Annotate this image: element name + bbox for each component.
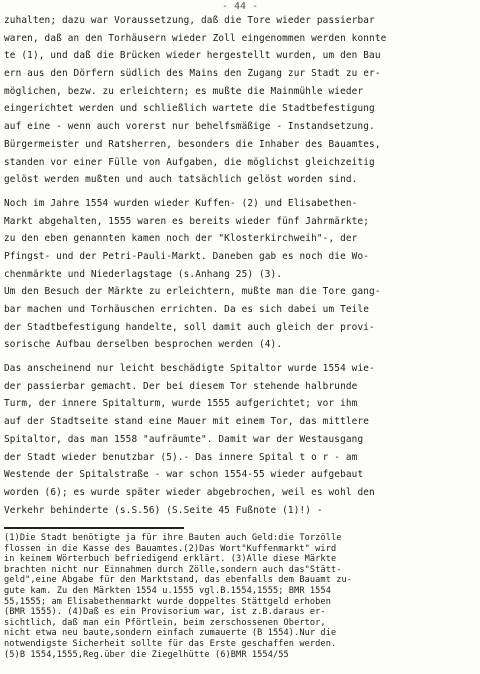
footnote-line: notwendigste Sicherheit sollte für das Erste geschaffen werden.	[4, 638, 337, 649]
text-line: Bürgermeister und Ratsherren, besonders die Inhaber des Bauamtes,	[4, 138, 381, 150]
text-line: auf eine - wenn auch vorerst nur behelfsmäßige - Instandsetzung.	[4, 121, 375, 133]
footnote-divider	[4, 527, 184, 529]
text-line: Um den Besuch der Märkte zu erleichtern, mußte man die Tore gang-	[4, 286, 381, 298]
paragraph-3	[4, 360, 478, 519]
text-line: der Stadtbefestigung handelte, soll damit auch gleich der provi-	[4, 321, 375, 333]
paragraph-2	[4, 195, 478, 354]
text-line: Verkehr behinderte (s.S.56) (S.Seite 45 Fußnote (1)!) -	[4, 504, 323, 516]
text-line: te (1), und daß die Brücken wieder hergestellt wurden, um den Bau	[4, 50, 381, 62]
text-line: bar machen und Torhäuschen errichten. Da es sich dabei um Teile	[4, 304, 370, 315]
footnote-line: brachten nicht nur Einnahmen durch Zölle,sondern auch das"Stätt-	[4, 564, 342, 575]
footnote-line: in keinem Wörterbuch befriedigend erklärt. (3)Alle diese Märkte	[4, 554, 337, 565]
paragraph-1	[4, 12, 478, 189]
text-line: gelöst werden mußten und auch tatsächlich gelöst worden sind.	[4, 174, 358, 186]
text-line: Westende der Spitalstraße - war schon 1554-55 wieder aufgebaut	[4, 469, 364, 481]
text-line: waren, daß an den Torhäusern wieder Zoll eingenommen werden konnte	[4, 32, 387, 44]
text-line: auf der Stadtseite stand eine Mauer mit einem Tor, das mittlere	[4, 416, 370, 428]
body-text	[4, 12, 478, 519]
text-line: chenmärkte und Niederlagstage (s.Anhang 25) (3).	[4, 268, 283, 280]
footnote-line: gute kam. Zu den Märkten 1554 u.1555 vgl.B.1554,1555; BMR 1554	[4, 585, 331, 596]
text-line: möglichen, bezw. zu erleichtern; es mußte die Mainmühle wieder	[4, 85, 364, 97]
text-line: zuhalten; dazu war Voraussetzung, daß die Tore wieder passierbar	[4, 15, 375, 26]
footnote-line: 55,1555; am Elisabethenmarkt wurde doppeltes Stättgeld erhoben	[4, 596, 331, 607]
footnote-line: (BMR 1555). (4)Daß es ein Provisorium war, ist z.B.daraus er-	[4, 607, 326, 618]
footnote-line: (1)Die Stadt benötigte ja für ihre Bauten auch Geld:die Torzölle	[4, 533, 342, 543]
text-line: Pfingst- und der Petri-Pauli-Markt. Daneben gab es noch die Wo-	[4, 250, 370, 262]
text-line: Das anscheinend nur leicht beschädigte Spitaltor wurde 1554 wie-	[4, 363, 375, 375]
footnotes	[4, 533, 478, 660]
footnote-line: nicht etwa neu baute,sondern einfach zumauerte (B 1554).Nur die	[4, 628, 337, 639]
text-line: standen vor einer Fülle von Aufgaben, die möglichst gleichzeitig	[4, 156, 375, 168]
text-line: eingerichtet werden und schließlich wartete die Stadtbefestigung	[4, 103, 375, 115]
footnote-line: sichtlich, daß man ein Pförtlein, beim zerschossenen Obertor,	[4, 617, 326, 628]
text-line: der passierbar gemacht. Der bei diesem Tor stehende halbrunde	[4, 380, 358, 392]
text-line: Noch im Jahre 1554 wurden wieder Kuffen- (2) und Elisabethen-	[4, 197, 358, 209]
text-line: worden (6); es wurde später wieder abgebrochen, weil es wohl den	[4, 486, 375, 498]
text-line: ern aus den Dörfern südlich des Mains den Zugang zur Stadt zu er-	[4, 68, 381, 80]
text-line: zu den eben genannten kamen noch der "Klosterkirchweih"-, der	[4, 233, 358, 245]
footnote-line: flossen in die Kasse des Bauamtes.(2)Das Wort"Kuffenmarkt" wird	[4, 543, 337, 554]
page-number: - 44 -	[221, 1, 259, 12]
text-line: der Stadt wieder benutzbar (5).- Das innere Spital t o r - am	[4, 451, 358, 463]
text-line: Markt abgehalten, 1555 waren es bereits wieder fünf Jahrmärkte;	[4, 215, 370, 227]
text-line: Spitaltor, das man 1558 "aufräumte". Damit war der Westausgang	[4, 433, 364, 445]
text-line: Turm, der innere Spitalturm, wurde 1555 aufgerichtet; vor ihm	[4, 398, 358, 410]
text-line: sorische Aufbau derselben besprochen werden (4).	[4, 339, 283, 351]
footnote-line: geld",eine Abgabe für den Marktstand, das ebenfalls dem Bauamt zu-	[4, 575, 353, 586]
footnote-line: (5)B 1554,1555,Reg.über die Ziegelhütte (6)BMR 1554/55	[4, 649, 289, 660]
